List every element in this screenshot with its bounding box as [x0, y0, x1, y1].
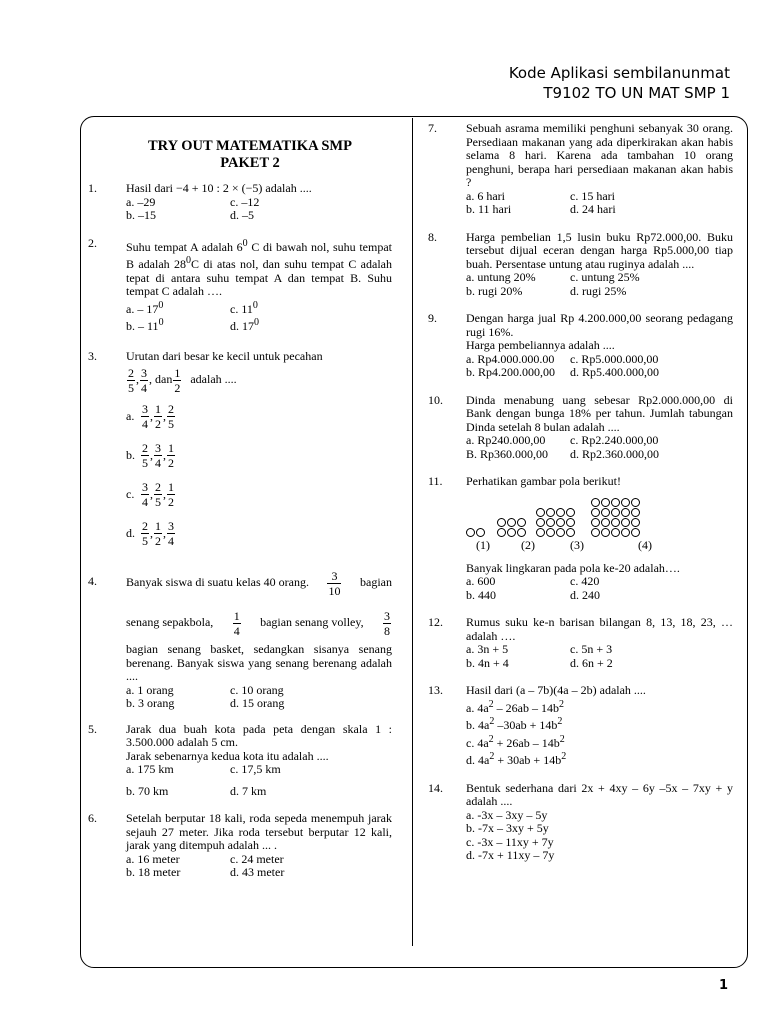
- question-2: 2. Suhu tempat A adalah $6^0$ C di bawah nol, suhu tempat B adalah $28^0C$ di atas nol, dan suhu tempat C adalah tepat di antara suhu tempat A dan tempat B. Suhu tempat C adalah …. a. – $17^0$ c. $11^0$ b. – $11^0$ d. $17^0$: [88, 235, 392, 333]
- question-text: Jarak dua buah kota pada peta dengan skala 1 : 3.500.000 adalah 5 cm.: [126, 721, 392, 749]
- column-divider: [412, 118, 413, 946]
- options: a. 6 hari c. 15 hari b. 11 hari d. 24 hari: [466, 188, 616, 216]
- option-d: d. $4a^2 + 30ab + 14b^2$: [466, 751, 567, 767]
- option-c: c. -3x – 11xy + 7y: [466, 834, 554, 849]
- question-5: 5. Jarak dua buah kota pada peta dengan skala 1 : 3.500.000 adalah 5 cm. Jarak sebenarnya kedua kota itu adalah .... a. 175 km c. 17,5 km b. 70 km d. 7 km: [88, 721, 392, 798]
- option-c: c. $4a^2 + 26ab - 14b^2$: [466, 733, 565, 750]
- question-9: 9. Dengan harga jual Rp 4.200.000,00 seorang pedagang rugi 16%. Harga pembeliannya adalah .... a. Rp4.000.000.00 c. Rp5.000.000,00 b. Rp4.200.000,00 d. Rp5.400.000,00: [428, 311, 733, 379]
- pattern-4: [591, 498, 640, 537]
- question-text: Setelah berputar 18 kali, roda sepeda menempuh jarak sejauh 27 meter. Jika roda tersebut berputar 12 kali, jarak yang ditempuh adalah ... .: [126, 811, 392, 852]
- question-text: Hasil dari −4 + 10 : 2 × (−5) adalah ....: [126, 181, 312, 195]
- header-test-code: T9102 TO UN MAT SMP 1: [543, 84, 730, 102]
- pattern-2: [497, 518, 526, 537]
- pattern-1: [466, 528, 485, 537]
- question-8: 8. Harga pembelian 1,5 lusin buku Rp72.000,00. Buku tersebut dijual eceran dengan harga Rp5.000,00 tiap buah. Persentase untung atau ruginya adalah .... a. untung 20% c. untung 25% b. rugi 20% d. rugi 25%: [428, 229, 733, 298]
- option-row: a. 3 4 , 1 2 , 2 5: [126, 402, 174, 431]
- question-3: 3. Urutan dari besar ke kecil untuk pecahan 2 5 , 3 4 , dan 1 2 adalah .... a. 3 4 , 1 2 , 2 5 b. 2 5 , 3 4 , 1 2 c. 3 4 , 2 5 , 1 2 d. 2 5 , 1 2 , 3 4: [88, 350, 392, 554]
- options: a. – $17^0$ c. $11^0$ b. – $11^0$ d. $17^0$: [126, 299, 259, 333]
- question-text: Rumus suku ke-n barisan bilangan 8, 13, 18, 23, …adalah ….: [466, 615, 733, 643]
- question-fractions: 2 5 , 3 4 , dan 1 2 adalah ....: [128, 365, 237, 395]
- question-text: Dinda menabung uang sebesar Rp2.000.000,00 di Bank dengan bunga 18% per tahun. Jumlah tabungan Dinda setelah 8 bulan adalah ....: [466, 392, 733, 434]
- question-13: 13. Hasil dari (a – 7b)(4a – 2b) adalah .... a. $4a^2 - 26ab - 14b^2$ b. $4a^2$ $-30ab + 14b^2$ c. $4a^2 + 26ab - 14b^2$ d. $4a^2 + 30ab + 14b^2$: [428, 684, 733, 768]
- question-1: 1. Hasil dari −4 + 10 : 2 × (−5) adalah .... a. –29 c. –12 b. –15 d. –5: [88, 182, 392, 223]
- options: a. untung 20% c. untung 25% b. rugi 20% d. rugi 25%: [466, 270, 640, 298]
- question-text: Hasil dari (a – 7b)(4a – 2b) adalah ....: [466, 683, 646, 697]
- question-14: 14. Bentuk sederhana dari 2x + 4xy – 6y –5x – 7xy + y adalah .... a. -3x – 3xy – 5y b. -7x – 3xy + 5y c. -3x – 11xy + 7y d. -7x + 11xy – 7y: [428, 780, 733, 862]
- question-4: 4. Banyak siswa di suatu kelas 40 orang. 3 10 bagian senang sepakbola, 1 4 bagian senang volley, 3 8 bagian senang basket, sedangkan sisanya senang berenang. Banyak siswa yang senang berenang adalah .... a. 1 orang c. 10 orang b. 3 orang d. 15 orang: [88, 568, 392, 710]
- pattern-labels: (1) (2) (3) (4): [476, 537, 652, 552]
- options: a. –29 c. –12 b. –15 d. –5: [126, 194, 260, 222]
- question-text: Harga pembelian 1,5 lusin buku Rp72.000,00. Buku tersebut dijual eceran dengan harga Rp5.000,00 tiap buah. Persentase untung atau ruginya adalah ....: [466, 229, 733, 271]
- options: [126, 397, 392, 553]
- option-row: d. 2 5 , 1 2 , 3 4: [126, 519, 174, 548]
- option-b: b. -7x – 3xy + 5y: [466, 821, 549, 835]
- question-text: bagian senang basket, sedangkan sisanya senang berenang. Banyak siswa yang senang berenang adalah ....: [126, 642, 392, 683]
- pattern-3: [536, 508, 575, 537]
- options: a. Rp4.000.000.00 c. Rp5.000.000,00 b. Rp4.200.000,00 d. Rp5.400.000,00: [466, 351, 660, 379]
- header-app-code: Kode Aplikasi sembilanunmat: [508, 64, 730, 82]
- options: [466, 698, 733, 768]
- page-title: TRY OUT MATEMATIKA SMP PAKET 2: [148, 138, 352, 171]
- left-column: [88, 138, 392, 880]
- options: a. 175 km c. 17,5 km b. 70 km d. 7 km: [126, 762, 281, 798]
- option-a: a. $4a^2 - 26ab - 14b^2$: [466, 698, 564, 715]
- question-6: 6. Setelah berputar 18 kali, roda sepeda menempuh jarak sejauh 27 meter. Jika roda tersebut berputar 12 kali, jarak yang ditempuh adalah ... . a. 16 meter c. 24 meter b. 18 meter d. 43 meter: [88, 811, 392, 879]
- question-text: Perhatikan gambar pola berikut!: [466, 474, 621, 488]
- option-b: b. $4a^2$ $-30ab + 14b^2$: [466, 716, 563, 732]
- options: a. 600 c. 420 b. 440 d. 240: [466, 574, 600, 602]
- question-text: Suhu tempat A adalah $6^0$ C di bawah nol, suhu tempat B adalah $28^0C$ di atas nol, dan suhu tempat C adalah tepat di antara suhu tempat A dan tempat B. Suhu tempat C adalah ….: [126, 237, 392, 298]
- question-text: Dengan harga jual Rp 4.200.000,00 seorang pedagang rugi 16%.: [466, 311, 733, 339]
- question-7: 7. Sebuah asrama memiliki penghuni sebanyak 30 orang. Persediaan makanan yang ada diperkirakan akan habis selama 8 hari. Karena ada tambahan 10 orang penghuni, berapa hari persediaan makanan akan habis ? a. 6 hari c. 15 hari b. 11 hari d. 24 hari: [428, 121, 733, 216]
- question-11: 11. Perhatikan gambar pola berikut! (1) (2) (3) (4) Banyak lingkaran pada pola ke-20 adalah…. a. 600 c. 420 b. 440 d. 240: [428, 475, 733, 602]
- question-text: Urutan dari besar ke kecil untuk pecahan: [126, 348, 323, 363]
- question-text: Bentuk sederhana dari 2x + 4xy – 6y –5x – 7xy + y adalah ....: [466, 780, 733, 808]
- option-a: a. -3x – 3xy – 5y: [466, 807, 548, 822]
- options: a. 1 orang c. 10 orang b. 3 orang d. 15 orang: [126, 682, 285, 710]
- options: a. Rp240.000,00 c. Rp2.240.000,00 B. Rp360.000,00 d. Rp2.360.000,00: [466, 433, 660, 461]
- page-number: 1: [718, 978, 728, 993]
- question-10: 10. Dinda menabung uang sebesar Rp2.000.000,00 di Bank dengan bunga 18% per tahun. Jumlah tabungan Dinda setelah 8 bulan adalah .... a. Rp240.000,00 c. Rp2.240.000,00 B. Rp360.000,00 d. Rp2.360.000,00: [428, 392, 733, 461]
- question-12: 12. Rumus suku ke-n barisan bilangan 8, 13, 18, 23, …adalah …. a. 3n + 5 c. 5n + 3 b. 4n + 4 d. 6n + 2: [428, 615, 733, 670]
- option-row: b. 2 5 , 3 4 , 1 2: [126, 441, 174, 470]
- options: a. 3n + 5 c. 5n + 3 b. 4n + 4 d. 6n + 2: [466, 642, 613, 670]
- option-row: c. 3 4 , 2 5 , 1 2: [126, 480, 174, 509]
- circle-pattern-figure: [466, 491, 733, 537]
- option-d: d. -7x + 11xy – 7y: [466, 848, 555, 862]
- options: a. 16 meter c. 24 meter b. 18 meter d. 43 meter: [126, 851, 285, 879]
- right-column: [428, 122, 733, 863]
- question-text: Sebuah asrama memiliki penghuni sebanyak 30 orang. Persediaan makanan yang ada diperkirakan akan habis selama 8 hari. Karena ada tambahan 10 orang penghuni, berapa hari persediaan makanan akan habis ?: [466, 121, 733, 189]
